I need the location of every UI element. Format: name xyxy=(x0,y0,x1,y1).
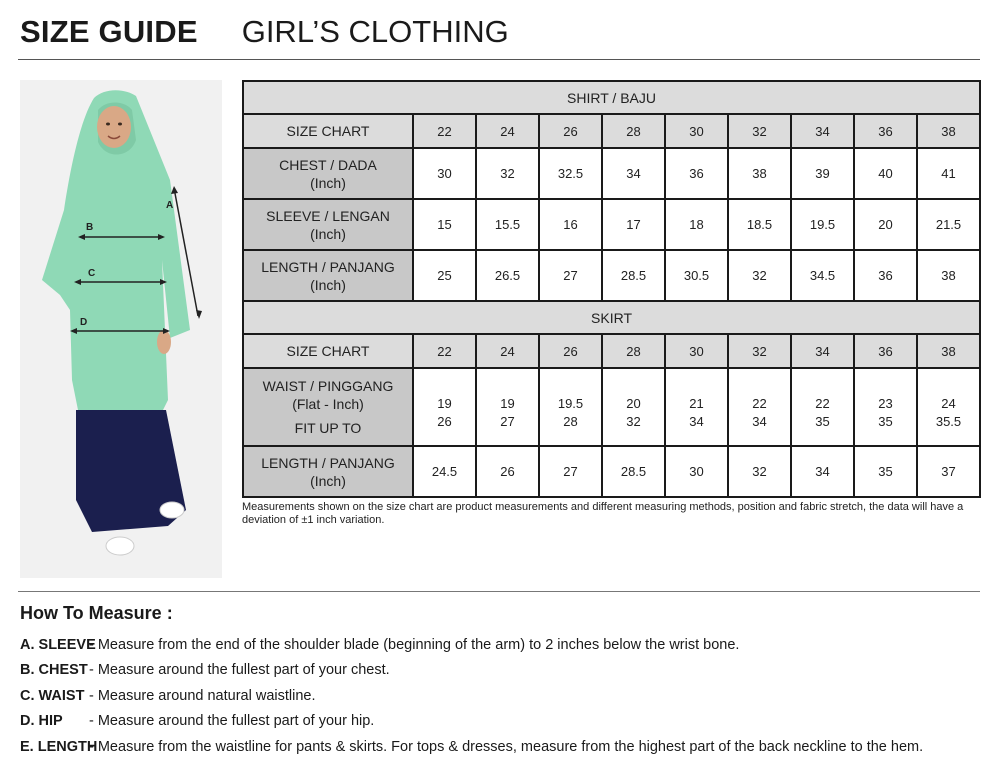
value-cell: 36 xyxy=(665,148,728,199)
row-label-skirt-length xyxy=(243,446,413,497)
size-cell: 22 xyxy=(413,114,476,148)
row-label-unit: (Inch) xyxy=(310,472,346,489)
table-row xyxy=(243,114,980,148)
value-cell xyxy=(413,368,476,446)
waist-fit-value: 34 xyxy=(752,414,767,429)
waist-fit-value: 35.5 xyxy=(935,414,962,429)
measure-text: - Measure from the waistline for pants & skirts. For tops & dresses, measure from the highest part of the back neckline to the hem. xyxy=(89,738,924,755)
size-cell: 32 xyxy=(728,334,791,368)
row-label-unit: (Inch) xyxy=(310,225,346,242)
value-cell: 27 xyxy=(539,446,602,497)
list-item xyxy=(20,709,990,735)
skirt-size-table xyxy=(242,300,981,498)
size-cell: 28 xyxy=(602,114,665,148)
size-cell: 38 xyxy=(917,114,980,148)
how-to-measure-list xyxy=(20,632,990,760)
value-cell xyxy=(728,368,791,446)
value-cell: 40 xyxy=(854,148,917,199)
value-cell: 26.5 xyxy=(476,250,539,301)
table-row xyxy=(243,446,980,497)
value-cell: 15 xyxy=(413,199,476,250)
value-cell: 34.5 xyxy=(791,250,854,301)
label-a: A xyxy=(166,200,174,211)
waist-flat-value: 24 xyxy=(941,396,956,411)
waist-flat-value: 20 xyxy=(626,396,641,411)
value-cell: 18 xyxy=(665,199,728,250)
value-cell: 35 xyxy=(854,446,917,497)
value-cell: 15.5 xyxy=(476,199,539,250)
measure-key: A. SLEEVE xyxy=(20,636,96,653)
waist-fit-value: 28 xyxy=(563,414,578,429)
section-divider xyxy=(18,591,980,592)
row-label-sleeve xyxy=(243,199,413,250)
measure-text: - Measure around the fullest part of your hip. xyxy=(89,713,375,730)
row-label-unit: (Inch) xyxy=(310,276,346,293)
list-item xyxy=(20,734,990,760)
size-cell: 34 xyxy=(791,114,854,148)
waist-fit-value: 35 xyxy=(815,414,830,429)
waist-flat-value: 19 xyxy=(437,396,452,411)
table-row xyxy=(243,81,980,114)
row-label-waist xyxy=(243,368,413,446)
size-cell: 24 xyxy=(476,334,539,368)
measure-key: E. LENGTH xyxy=(20,738,98,755)
table-row xyxy=(243,334,980,368)
measure-key: C. WAIST xyxy=(20,687,85,704)
waist-flat-value: 19 xyxy=(500,396,515,411)
value-cell xyxy=(539,368,602,446)
value-cell: 28.5 xyxy=(602,446,665,497)
value-cell: 39 xyxy=(791,148,854,199)
value-cell: 18.5 xyxy=(728,199,791,250)
table-row xyxy=(243,301,980,334)
value-cell xyxy=(917,368,980,446)
size-cell: 28 xyxy=(602,334,665,368)
value-cell: 38 xyxy=(728,148,791,199)
value-cell: 38 xyxy=(917,250,980,301)
value-cell: 34 xyxy=(602,148,665,199)
measurement-note: Measurements shown on the size chart are product measurements and different measuring methods, position and fabric stretch, the data will have a deviation of ±1 inch variation. xyxy=(242,501,964,526)
row-label-line: LENGTH / PANJANG xyxy=(261,258,395,275)
value-cell: 28.5 xyxy=(602,250,665,301)
value-cell xyxy=(854,368,917,446)
skirt-header-label: SIZE CHART xyxy=(243,334,413,368)
waist-flat-value: 19.5 xyxy=(557,396,584,411)
size-cell: 36 xyxy=(854,334,917,368)
size-cell: 30 xyxy=(665,334,728,368)
page-header xyxy=(20,14,509,54)
table-row xyxy=(243,199,980,250)
label-b: B xyxy=(86,222,94,233)
measure-key: D. HIP xyxy=(20,713,63,730)
value-cell: 20 xyxy=(854,199,917,250)
size-cell: 34 xyxy=(791,334,854,368)
page-title: SIZE GUIDE xyxy=(20,14,198,49)
value-cell: 34 xyxy=(791,446,854,497)
list-item xyxy=(20,632,990,658)
value-cell: 27 xyxy=(539,250,602,301)
row-label-line: SLEEVE / LENGAN xyxy=(266,207,390,224)
waist-flat-value: 22 xyxy=(815,396,830,411)
model-illustration xyxy=(20,80,222,578)
value-cell: 32 xyxy=(728,250,791,301)
waist-flat-value: 23 xyxy=(878,396,893,411)
row-label-unit: (Inch) xyxy=(310,174,346,191)
waist-fit-value: 35 xyxy=(878,414,893,429)
value-cell xyxy=(791,368,854,446)
list-item xyxy=(20,658,990,684)
row-label-line: LENGTH / PANJANG xyxy=(261,454,395,471)
row-label-chest xyxy=(243,148,413,199)
waist-flat-value: 21 xyxy=(689,396,704,411)
value-cell: 30.5 xyxy=(665,250,728,301)
size-cell: 26 xyxy=(539,114,602,148)
row-label-fit: FIT UP TO xyxy=(294,420,362,436)
model-photo xyxy=(20,80,222,578)
table-row xyxy=(243,250,980,301)
row-label-unit: (Flat - Inch) xyxy=(292,396,364,412)
how-to-measure-title: How To Measure : xyxy=(20,603,173,623)
top-divider xyxy=(18,59,980,60)
shirt-header-label: SIZE CHART xyxy=(243,114,413,148)
table-row xyxy=(243,148,980,199)
value-cell: 32 xyxy=(728,446,791,497)
value-cell: 24.5 xyxy=(413,446,476,497)
value-cell xyxy=(476,368,539,446)
value-cell: 16 xyxy=(539,199,602,250)
size-cell: 22 xyxy=(413,334,476,368)
measure-text: - Measure around natural waistline. xyxy=(89,687,316,704)
label-c: C xyxy=(88,268,96,279)
measure-text: - Measure around the fullest part of your chest. xyxy=(89,662,390,679)
label-d: D xyxy=(80,317,88,328)
skirt-section-title: SKIRT xyxy=(243,301,980,334)
size-cell: 26 xyxy=(539,334,602,368)
value-cell: 30 xyxy=(413,148,476,199)
size-cell: 24 xyxy=(476,114,539,148)
row-label-length xyxy=(243,250,413,301)
measure-key: B. CHEST xyxy=(20,662,88,679)
value-cell: 32.5 xyxy=(539,148,602,199)
size-cell: 30 xyxy=(665,114,728,148)
page-subtitle: GIRL’S CLOTHING xyxy=(241,14,509,49)
value-cell: 17 xyxy=(602,199,665,250)
waist-fit-value: 26 xyxy=(437,414,452,429)
value-cell: 32 xyxy=(476,148,539,199)
value-cell: 37 xyxy=(917,446,980,497)
row-label-line: WAIST / PINGGANG xyxy=(262,378,394,394)
value-cell: 41 xyxy=(917,148,980,199)
size-cell: 36 xyxy=(854,114,917,148)
shirt-size-table xyxy=(242,80,981,302)
value-cell: 19.5 xyxy=(791,199,854,250)
value-cell xyxy=(665,368,728,446)
waist-fit-value: 34 xyxy=(689,414,704,429)
size-cell: 32 xyxy=(728,114,791,148)
table-row xyxy=(243,368,980,446)
waist-flat-value: 22 xyxy=(752,396,767,411)
waist-fit-value: 32 xyxy=(626,414,641,429)
value-cell: 21.5 xyxy=(917,199,980,250)
size-cell: 38 xyxy=(917,334,980,368)
value-cell: 26 xyxy=(476,446,539,497)
row-label-line: CHEST / DADA xyxy=(279,156,377,173)
shirt-section-title: SHIRT / BAJU xyxy=(243,81,980,114)
value-cell: 25 xyxy=(413,250,476,301)
value-cell: 30 xyxy=(665,446,728,497)
waist-fit-value: 27 xyxy=(500,414,515,429)
value-cell xyxy=(602,368,665,446)
measure-text: - Measure from the end of the shoulder blade (beginning of the arm) to 2 inches below the wrist bone. xyxy=(89,636,740,653)
value-cell: 36 xyxy=(854,250,917,301)
list-item xyxy=(20,683,990,709)
